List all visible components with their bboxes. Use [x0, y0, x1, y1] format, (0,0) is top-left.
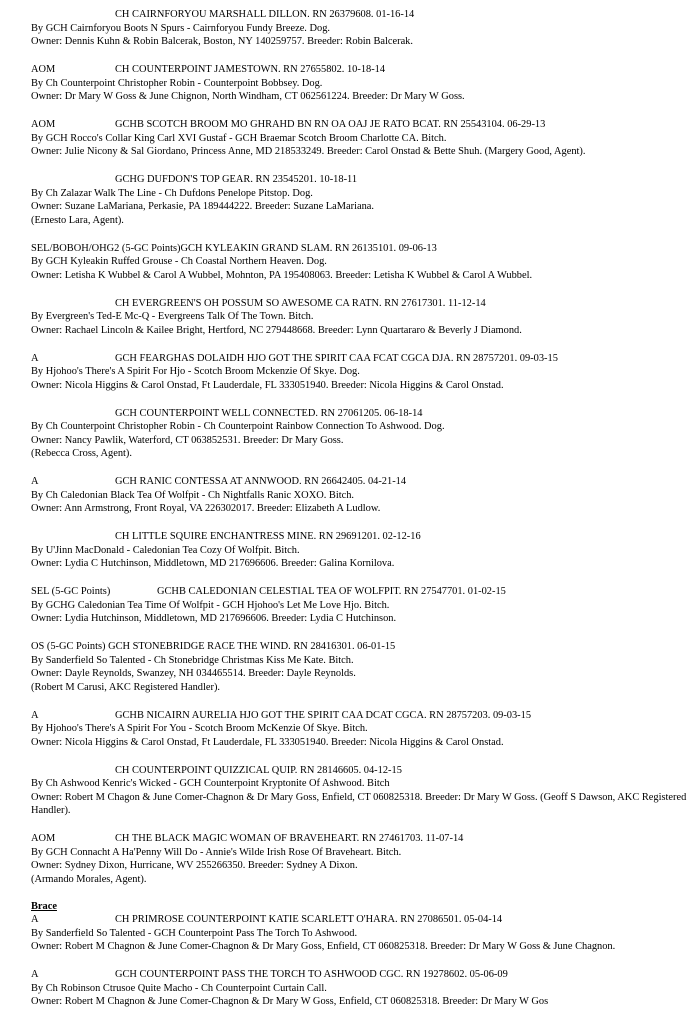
- brace-entry: [31, 913, 696, 954]
- entry-header: [31, 242, 696, 256]
- sire-dam-line: By Ch Zalazar Walk The Line - Ch Dufdons Penelope Pitstop. Dog.: [31, 187, 313, 199]
- agent-line: (Ernesto Lara, Agent).: [31, 214, 124, 226]
- entry-header: [31, 764, 696, 778]
- dog-title: GCH RANIC CONTESSA AT ANNWOOD. RN 26642405. 04-21-14: [115, 476, 407, 487]
- owner-line: Owner: Julie Nicony & Sal Giordano, Princess Anne, MD 218533249. Breeder: Carol Onstad & Bette Shuh. (Margery Good, Agent).: [31, 146, 586, 157]
- dog-title: GCHB CALEDONIAN CELESTIAL TEA OF WOLFPIT. RN 27547701. 01-02-15: [157, 586, 506, 597]
- sire-dam-line: By GCH Connacht A Ha'Penny Will Do - Annie's Wilde Irish Rose Of Braveheart. Bitch.: [31, 846, 402, 858]
- owner-line: Owner: Lydia C Hutchinson, Middletown, MD 217696606. Breeder: Galina Kornilova.: [31, 558, 395, 569]
- award-label: AOM: [31, 119, 56, 130]
- award-label: A: [31, 709, 39, 721]
- sire-dam-line: By Ch Caledonian Black Tea Of Wolfpit - Ch Nightfalls Ranic XOXO. Bitch.: [31, 489, 355, 501]
- entry: [31, 764, 696, 818]
- entry-header: [31, 173, 696, 187]
- sire-dam-line: By GCH Cairnforyou Boots N Spurs - Cairnforyou Fundy Breeze. Dog.: [31, 22, 330, 34]
- entry: [31, 407, 696, 461]
- sire-dam-line: By Hjohoo's There's A Spirit For You - Scotch Broom McKenzie Of Skye. Bitch.: [31, 723, 368, 734]
- entry-header: [31, 913, 696, 927]
- dog-title: GCH COUNTERPOINT WELL CONNECTED. RN 27061205. 06-18-14: [115, 407, 423, 419]
- sire-dam-line: By Ch Robinson Ctrusoe Quite Macho - Ch Counterpoint Curtain Call.: [31, 982, 327, 994]
- dog-title: GCH COUNTERPOINT PASS THE TORCH TO ASHWOOD CGC. RN 19278602. 05-06-09: [115, 969, 508, 980]
- entry-header: [31, 585, 696, 599]
- dog-title: CH LITTLE SQUIRE ENCHANTRESS MINE. RN 29691201. 02-12-16: [115, 531, 421, 542]
- entry: [31, 640, 696, 694]
- entry: [31, 585, 696, 626]
- owner-line: Owner: Lydia Hutchinson, Middletown, MD 217696606. Breeder: Lydia C Hutchinson.: [31, 613, 397, 624]
- entry: [31, 118, 696, 159]
- brace-entry: [31, 968, 696, 1009]
- sire-dam-line: By GCH Kyleakin Ruffed Grouse - Ch Coastal Northern Heaven. Dog.: [31, 256, 327, 267]
- sire-dam-line: By Ch Counterpoint Christopher Robin - Counterpoint Bobbsey. Dog.: [31, 77, 323, 89]
- owner-line: Owner: Robert M Chagnon & June Comer-Chagnon & Dr Mary W Goss, Enfield, CT 060825318. Breeder: Dr Mary W Gos: [31, 996, 549, 1007]
- owner-line: Owner: Nicola Higgins & Carol Onstad, Ft Lauderdale, FL 333051940. Breeder: Nicola Higgins & Carol Onstad.: [31, 736, 504, 748]
- sire-dam-line: By Ch Counterpoint Christopher Robin - Ch Counterpoint Rainbow Connection To Ashwood. Dog.: [31, 421, 445, 432]
- entry-header: [31, 530, 696, 544]
- owner-line: Owner: Dr Mary W Goss & June Chignon, North Windham, CT 062561224. Breeder: Dr Mary W Goss.: [31, 91, 465, 102]
- owner-line: Owner: Suzane LaMariana, Perkasie, PA 189444222. Breeder: Suzane LaMariana.: [31, 201, 374, 212]
- entry-header: [31, 640, 696, 654]
- sire-dam-line: By Ch Ashwood Kenric's Wicked - GCH Counterpoint Kryptonite Of Ashwood. Bitch: [31, 778, 390, 789]
- award-label: SEL (5-GC Points): [31, 586, 111, 597]
- dog-title: CH THE BLACK MAGIC WOMAN OF BRAVEHEART. RN 27461703. 11-07-14: [115, 833, 464, 844]
- entry: [31, 173, 696, 227]
- award-label: A: [31, 969, 39, 980]
- entry: [31, 242, 696, 283]
- catalog-page: [31, 8, 696, 1023]
- entry-header: [31, 407, 696, 421]
- entry-header: [31, 118, 696, 132]
- award-label: A: [31, 914, 39, 925]
- entry-header: [31, 475, 696, 489]
- agent-line: (Rebecca Cross, Agent).: [31, 448, 132, 459]
- award-label: AOM: [31, 833, 56, 844]
- sire-dam-line: By GCHG Caledonian Tea Time Of Wolfpit - GCH Hjohoo's Let Me Love Hjo. Bitch.: [31, 599, 390, 611]
- sire-dam-line: By Sanderfield So Talented - Ch Stonebridge Christmas Kiss Me Kate. Bitch.: [31, 654, 354, 666]
- dog-title: CH COUNTERPOINT QUIZZICAL QUIP. RN 28146605. 04-12-15: [115, 764, 402, 776]
- dog-title: CH CAIRNFORYOU MARSHALL DILLON. RN 26379608. 01-16-14: [115, 9, 415, 20]
- entry: [31, 475, 696, 516]
- handler-line: (Robert M Carusi, AKC Registered Handler).: [31, 681, 221, 693]
- dog-title: CH EVERGREEN'S OH POSSUM SO AWESOME CA RATN. RN 27617301. 11-12-14: [115, 297, 486, 309]
- owner-line: Owner: Sydney Dixon, Hurricane, WV 255266350. Breeder: Sydney A Dixon.: [31, 860, 358, 871]
- entry-header: [31, 63, 696, 77]
- entry-header: [31, 8, 696, 22]
- dog-title: SEL/BOBOH/OHG2 (5-GC Points)GCH KYLEAKIN GRAND SLAM. RN 26135101. 09-06-13: [31, 242, 437, 254]
- entry: [31, 832, 696, 886]
- owner-line: Owner: Robert M Chagon & June Comer-Chagnon & Dr Mary Goss, Enfield, CT 060825318. Breeder: Dr Mary W Goss. (Geoff S Dawson, AKC Registered Handler).: [31, 791, 687, 816]
- brace-section-heading: Brace: [31, 900, 57, 912]
- owner-line: Owner: Letisha K Wubbel & Carol A Wubbel, Mohnton, PA 195408063. Breeder: Letisha K Wubbel & Carol A Wubbel.: [31, 269, 533, 281]
- dog-title: GCHG DUFDON'S TOP GEAR. RN 23545201. 10-18-11: [115, 174, 358, 185]
- dog-title: GCH FEARGHAS DOLAIDH HJO GOT THE SPIRIT CAA FCAT CGCA DJA. RN 28757201. 09-03-15: [115, 352, 558, 364]
- owner-line: Owner: Dayle Reynolds, Swanzey, NH 034465514. Breeder: Dayle Reynolds.: [31, 668, 356, 679]
- dog-title: OS (5-GC Points) GCH STONEBRIDGE RACE THE WIND. RN 28416301. 06-01-15: [31, 641, 396, 652]
- award-label: AOM: [31, 64, 56, 75]
- sire-dam-line: By Evergreen's Ted-E Mc-Q - Evergreens Talk Of The Town. Bitch.: [31, 311, 314, 322]
- entry-header: [31, 832, 696, 846]
- dog-title: GCHB SCOTCH BROOM MO GHRAHD BN RN OA OAJ JE RATO BCAT. RN 25543104. 06-29-13: [115, 119, 546, 130]
- owner-line: Owner: Ann Armstrong, Front Royal, VA 226302017. Breeder: Elizabeth A Ludlow.: [31, 503, 381, 514]
- sire-dam-line: By Sanderfield So Talented - GCH Counterpoint Pass The Torch To Ashwood.: [31, 927, 358, 939]
- dog-title: GCHB NICAIRN AURELIA HJO GOT THE SPIRIT CAA DCAT CGCA. RN 28757203. 09-03-15: [115, 709, 532, 721]
- owner-line: Owner: Rachael Lincoln & Kailee Bright, Hertford, NC 279448668. Breeder: Lynn Quartararo & Beverly J Diamond.: [31, 324, 522, 336]
- sire-dam-line: By U'Jinn MacDonald - Caledonian Tea Cozy Of Wolfpit. Bitch.: [31, 544, 300, 556]
- entry-header: [31, 968, 696, 982]
- owner-line: Owner: Nicola Higgins & Carol Onstad, Ft Lauderdale, FL 333051940. Breeder: Nicola Higgins & Carol Onstad.: [31, 379, 504, 391]
- entry: [31, 63, 696, 104]
- award-label: A: [31, 352, 39, 364]
- entry: [31, 352, 696, 393]
- entry: [31, 709, 696, 750]
- entry-header: [31, 352, 696, 366]
- sire-dam-line: By Hjohoo's There's A Spirit For Hjo - Scotch Broom Mckenzie Of Skye. Dog.: [31, 366, 360, 377]
- entry: [31, 8, 696, 49]
- entry: [31, 297, 696, 338]
- award-label: A: [31, 476, 39, 487]
- dog-title: CH COUNTERPOINT JAMESTOWN. RN 27655802. 10-18-14: [115, 64, 386, 75]
- owner-line: Owner: Robert M Chagnon & June Comer-Chagnon & Dr Mary Goss, Enfield, CT 060825318. Breeder: Dr Mary W Goss & June Chagnon.: [31, 941, 616, 952]
- dog-title: CH PRIMROSE COUNTERPOINT KATIE SCARLETT O'HARA. RN 27086501. 05-04-14: [115, 914, 503, 925]
- owner-line: Owner: Dennis Kuhn & Robin Balcerak, Boston, NY 140259757. Breeder: Robin Balcerak.: [31, 36, 413, 47]
- entry: [31, 530, 696, 571]
- owner-line: Owner: Nancy Pawlik, Waterford, CT 063852531. Breeder: Dr Mary Goss.: [31, 434, 344, 446]
- entry-header: [31, 297, 696, 311]
- agent-line: (Armando Morales, Agent).: [31, 873, 147, 885]
- entry-header: [31, 709, 696, 723]
- sire-dam-line: By GCH Rocco's Collar King Carl XVI Gustaf - GCH Braemar Scotch Broom Charlotte CA. Bitch.: [31, 132, 447, 144]
